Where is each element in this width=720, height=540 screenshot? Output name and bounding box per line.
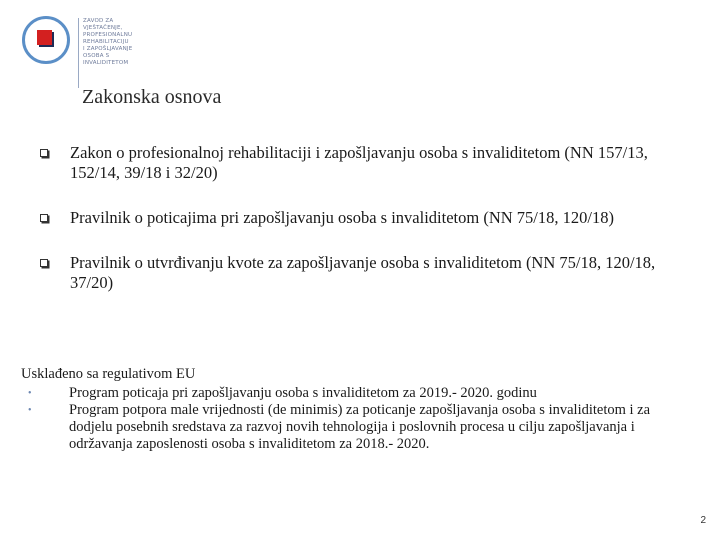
list-item bbox=[21, 385, 671, 402]
list-item-text: Pravilnik o utvrđivanju kvote za zapošljavanje osoba s invaliditetom (NN 75/18, 120/18, 37/20) bbox=[70, 253, 656, 292]
dot-bullet-icon: • bbox=[28, 405, 32, 416]
section-heading: Usklađeno sa regulativom EU bbox=[21, 366, 196, 382]
logo-text bbox=[83, 18, 143, 67]
page-title: Zakonska osnova bbox=[82, 86, 222, 108]
logo-text-line: INVALIDITETOM bbox=[83, 60, 129, 66]
list-item bbox=[21, 402, 671, 453]
list-item bbox=[38, 143, 688, 183]
dot-bullet-icon: • bbox=[28, 388, 32, 399]
list-item-text: Pravilnik o poticajima pri zapošljavanju osoba s invaliditetom (NN 75/18, 120/18) bbox=[70, 208, 614, 227]
logo-text-line: OSOBA S bbox=[83, 53, 110, 59]
logo-text-line: I ZAPOŠLJAVANJE bbox=[83, 46, 133, 52]
square-bullet-icon bbox=[40, 259, 48, 267]
square-bullet-icon bbox=[40, 149, 48, 157]
logo bbox=[22, 16, 132, 76]
list-item-text: Zakon o profesionalnoj rehabilitaciji i zapošljavanju osoba s invaliditetom (NN 157/13, 152/14, 39/18 i 32/20) bbox=[70, 143, 648, 182]
list-item-text: Program poticaja pri zapošljavanju osoba s invaliditetom za 2019.- 2020. godinu bbox=[69, 385, 537, 401]
logo-text-line: PROFESIONALNU bbox=[83, 32, 133, 38]
logo-text-line: REHABILITACIJU bbox=[83, 39, 129, 45]
square-bullet-icon bbox=[40, 214, 48, 222]
list-item bbox=[38, 253, 688, 293]
logo-text-line: ZAVOD ZA bbox=[83, 18, 114, 24]
logo-text-line: VJEŠTAČENJE, bbox=[83, 25, 123, 31]
logo-square-icon bbox=[37, 30, 52, 45]
list-item-text: Program potpora male vrijednosti (de minimis) za poticanje zapošljavanja osoba s invaliditetom i za dodjelu posebnih sredstava za razvoj novih tehnologija i poslovnih procesa u cilju zapošljavanja i održavanja zaposlenosti osoba s invaliditetom za 2018.- 2020. bbox=[69, 402, 651, 452]
main-list bbox=[38, 143, 688, 293]
sub-list bbox=[21, 385, 671, 453]
page-number: 2 bbox=[700, 515, 706, 526]
list-item bbox=[38, 208, 688, 228]
logo-divider bbox=[78, 18, 79, 88]
